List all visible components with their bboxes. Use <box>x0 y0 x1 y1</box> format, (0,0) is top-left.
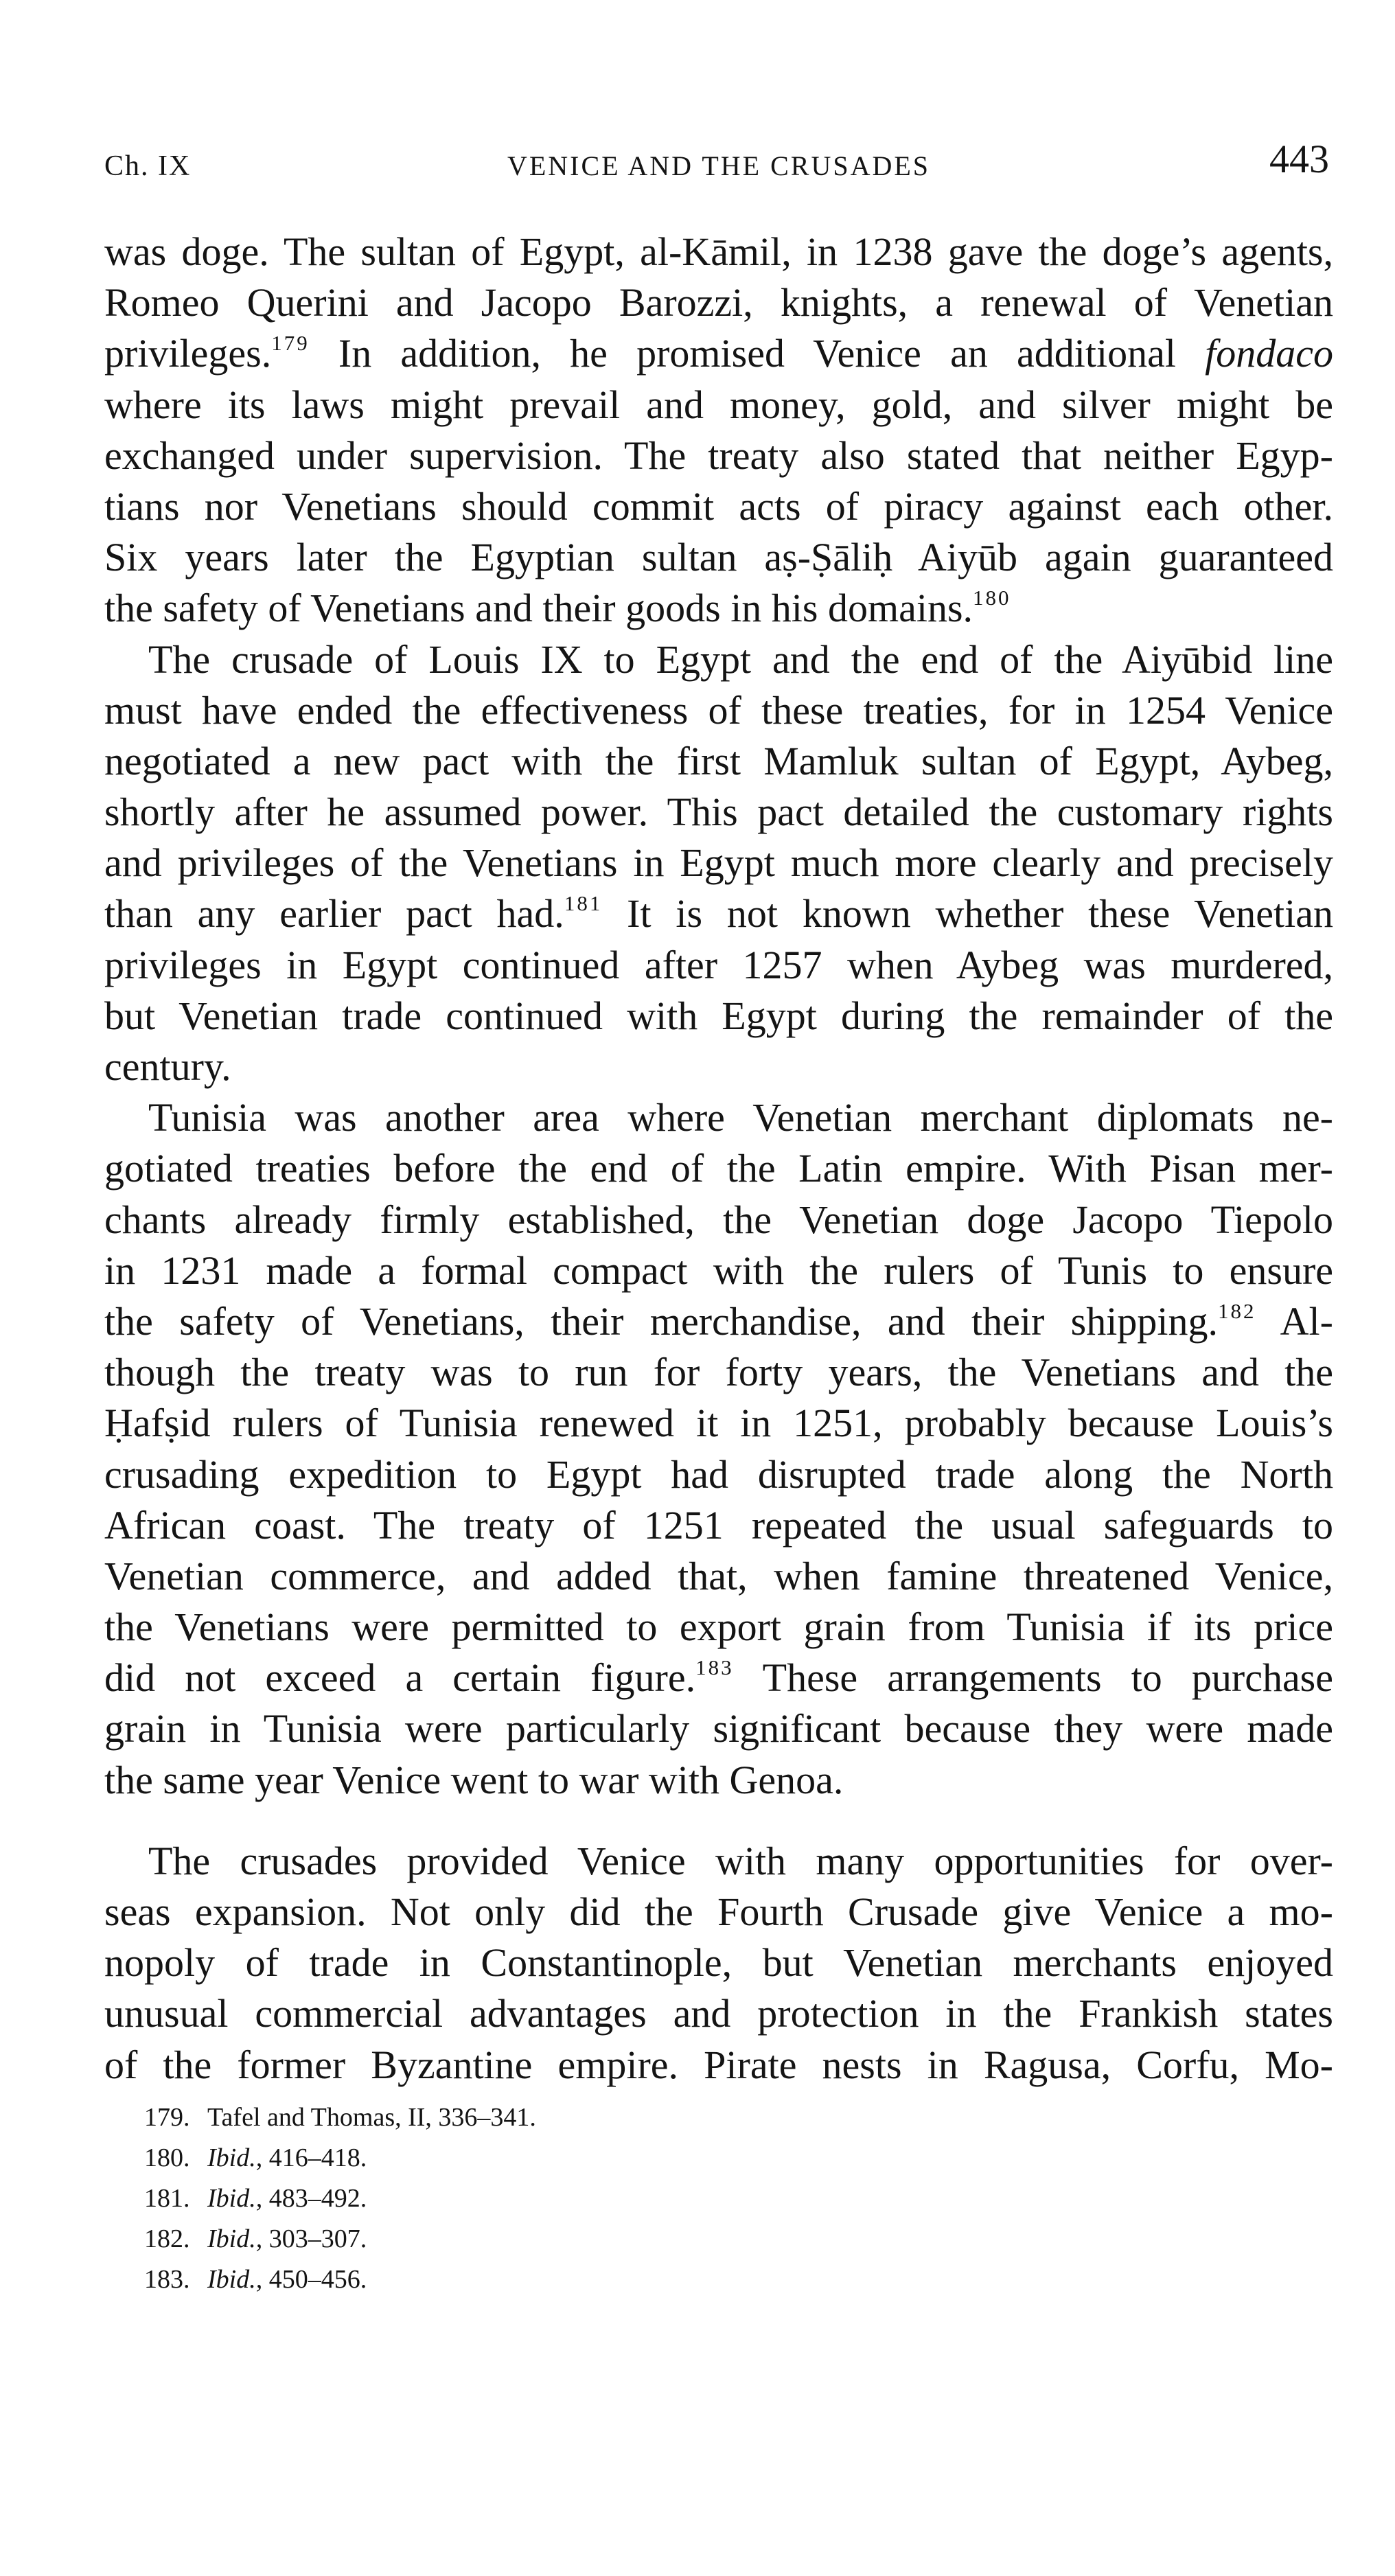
text-line: of the former Byzantine empire. Pirate nests in Ragusa, Corfu, Mo- <box>104 2042 1333 2087</box>
footnote-179 <box>144 2097 1174 2138</box>
running-title: VENICE AND THE CRUSADES <box>507 150 931 181</box>
line-segment: These arrangements to purchase <box>733 1655 1333 1701</box>
text-line: must have ended the effectiveness of these treaties, for in 1254 Venice <box>104 687 1333 733</box>
text-line: where its laws might prevail and money, gold, and silver might be <box>104 382 1333 427</box>
footnote-pages: 303–307. <box>262 2224 367 2253</box>
footnote-ref-181: 181 <box>564 891 603 916</box>
text-line: tians nor Venetians should commit acts of piracy against each other. <box>104 483 1333 529</box>
footnote-ibid: Ibid., <box>207 2265 263 2294</box>
text-line: grain in Tunisia were particularly significant because they were made <box>104 1706 1333 1751</box>
line-segment: than any earlier pact had. <box>104 891 564 936</box>
footnote-number: 180. <box>144 2143 190 2172</box>
text-line: chants already firmly established, the Venetian doge Jacopo Tiepolo <box>104 1197 1333 1242</box>
body-text <box>104 227 1333 2091</box>
text-line: nopoly of trade in Constantinople, but Venetian merchants enjoyed <box>104 1940 1333 1986</box>
footnote-ref-179: 179 <box>271 331 310 356</box>
footnote-number: 179. <box>144 2103 190 2132</box>
footnote-number: 183. <box>144 2265 190 2294</box>
text-line: The crusades provided Venice with many opportunities for over- <box>148 1838 1333 1883</box>
footnote-pages: 450–456. <box>262 2265 367 2294</box>
footnote-ibid: Ibid., <box>207 2224 263 2253</box>
text-line: African coast. The treaty of 1251 repeated the usual safeguards to <box>104 1502 1333 1548</box>
text-line <box>104 328 1333 379</box>
footnote-pages: 483–492. <box>262 2184 367 2213</box>
text-line: negotiated a new pact with the first Mamluk sultan of Egypt, Aybeg, <box>104 738 1333 783</box>
footnote-181 <box>144 2178 1174 2219</box>
text-line: Six years later the Egyptian sultan aṣ-Ṣāliḥ Aiyūb again guaranteed <box>104 535 1333 580</box>
footnote-ref-182: 182 <box>1217 1298 1256 1323</box>
text-line: Venetian commerce, and added that, when famine threatened Venice, <box>104 1553 1333 1598</box>
text-line: the Venetians were permitted to export grain from Tunisia if its price <box>104 1605 1333 1650</box>
footnote-pages: 416–418. <box>262 2143 367 2172</box>
text-line: shortly after he assumed power. This pact detailed the customary rights <box>104 790 1333 835</box>
text-line: exchanged under supervision. The treaty also stated that neither Egyp- <box>104 433 1333 478</box>
text-line: and privileges of the Venetians in Egypt much more clearly and precisely <box>104 840 1333 886</box>
text-line: Tunisia was another area where Venetian merchant diplomats ne- <box>148 1095 1333 1140</box>
line-segment: Al- <box>1256 1298 1333 1344</box>
line-segment: In addition, he promised Venice an additional <box>309 331 1206 376</box>
footnote-ref-183: 183 <box>695 1655 734 1680</box>
line-segment: the safety of Venetians, their merchandise, and their shipping. <box>104 1298 1218 1344</box>
footnote-text: Tafel and Thomas, II, 336–341. <box>207 2103 536 2132</box>
text-line: though the treaty was to run for forty years, the Venetians and the <box>104 1350 1333 1395</box>
text-line: was doge. The sultan of Egypt, al-Kāmil, in 1238 gave the doge’s agents, <box>104 229 1333 274</box>
text-line: crusading expedition to Egypt had disrupted trade along the North <box>104 1451 1333 1497</box>
text-line: century. <box>104 1044 231 1089</box>
chapter-label: Ch. IX <box>104 150 192 182</box>
footnote-180 <box>144 2138 1174 2178</box>
footnote-ref-180: 180 <box>973 586 1011 610</box>
text-line <box>104 583 1333 634</box>
footnote-number: 182. <box>144 2224 190 2253</box>
text-line: The crusade of Louis IX to Egypt and the end of the Aiyūbid line <box>148 636 1333 682</box>
text-line: seas expansion. Not only did the Fourth Crusade give Venice a mo- <box>104 1889 1333 1934</box>
text-line: gotiated treaties before the end of the Latin empire. With Pisan mer- <box>104 1146 1333 1191</box>
page-number: 443 <box>1269 137 1329 181</box>
footnote-number: 181. <box>144 2184 190 2213</box>
text-line <box>104 888 1333 939</box>
text-line: unusual commercial advantages and protection in the Frankish states <box>104 1991 1333 2036</box>
text-line: but Venetian trade continued with Egypt during the remainder of the <box>104 993 1333 1038</box>
line-segment: It is not known whether these Venetian <box>602 891 1333 936</box>
line-segment: privileges. <box>104 331 272 376</box>
footnote-183 <box>144 2259 1174 2300</box>
line-segment: did not exceed a certain figure. <box>104 1655 696 1701</box>
running-head <box>104 136 1333 191</box>
italic-term: fondaco <box>1205 331 1333 376</box>
text-line: Ḥafṣid rulers of Tunisia renewed it in 1251, probably because Louis’s <box>104 1401 1333 1446</box>
text-line: in 1231 made a formal compact with the rulers of Tunis to ensure <box>104 1247 1333 1293</box>
section-break <box>104 1806 1333 1836</box>
line-segment: the safety of Venetians and their goods in his domains. <box>104 586 973 631</box>
text-line: Romeo Querini and Jacopo Barozzi, knights, a renewal of Venetian <box>104 280 1333 325</box>
footnotes <box>144 2097 1174 2300</box>
text-line: the same year Venice went to war with Genoa. <box>104 1757 844 1802</box>
footnote-182 <box>144 2219 1174 2259</box>
text-line <box>104 1296 1333 1347</box>
text-line <box>104 1653 1333 1703</box>
text-line: privileges in Egypt continued after 1257 when Aybeg was murdered, <box>104 942 1333 987</box>
footnote-ibid: Ibid., <box>207 2143 263 2172</box>
footnote-ibid: Ibid., <box>207 2184 263 2213</box>
